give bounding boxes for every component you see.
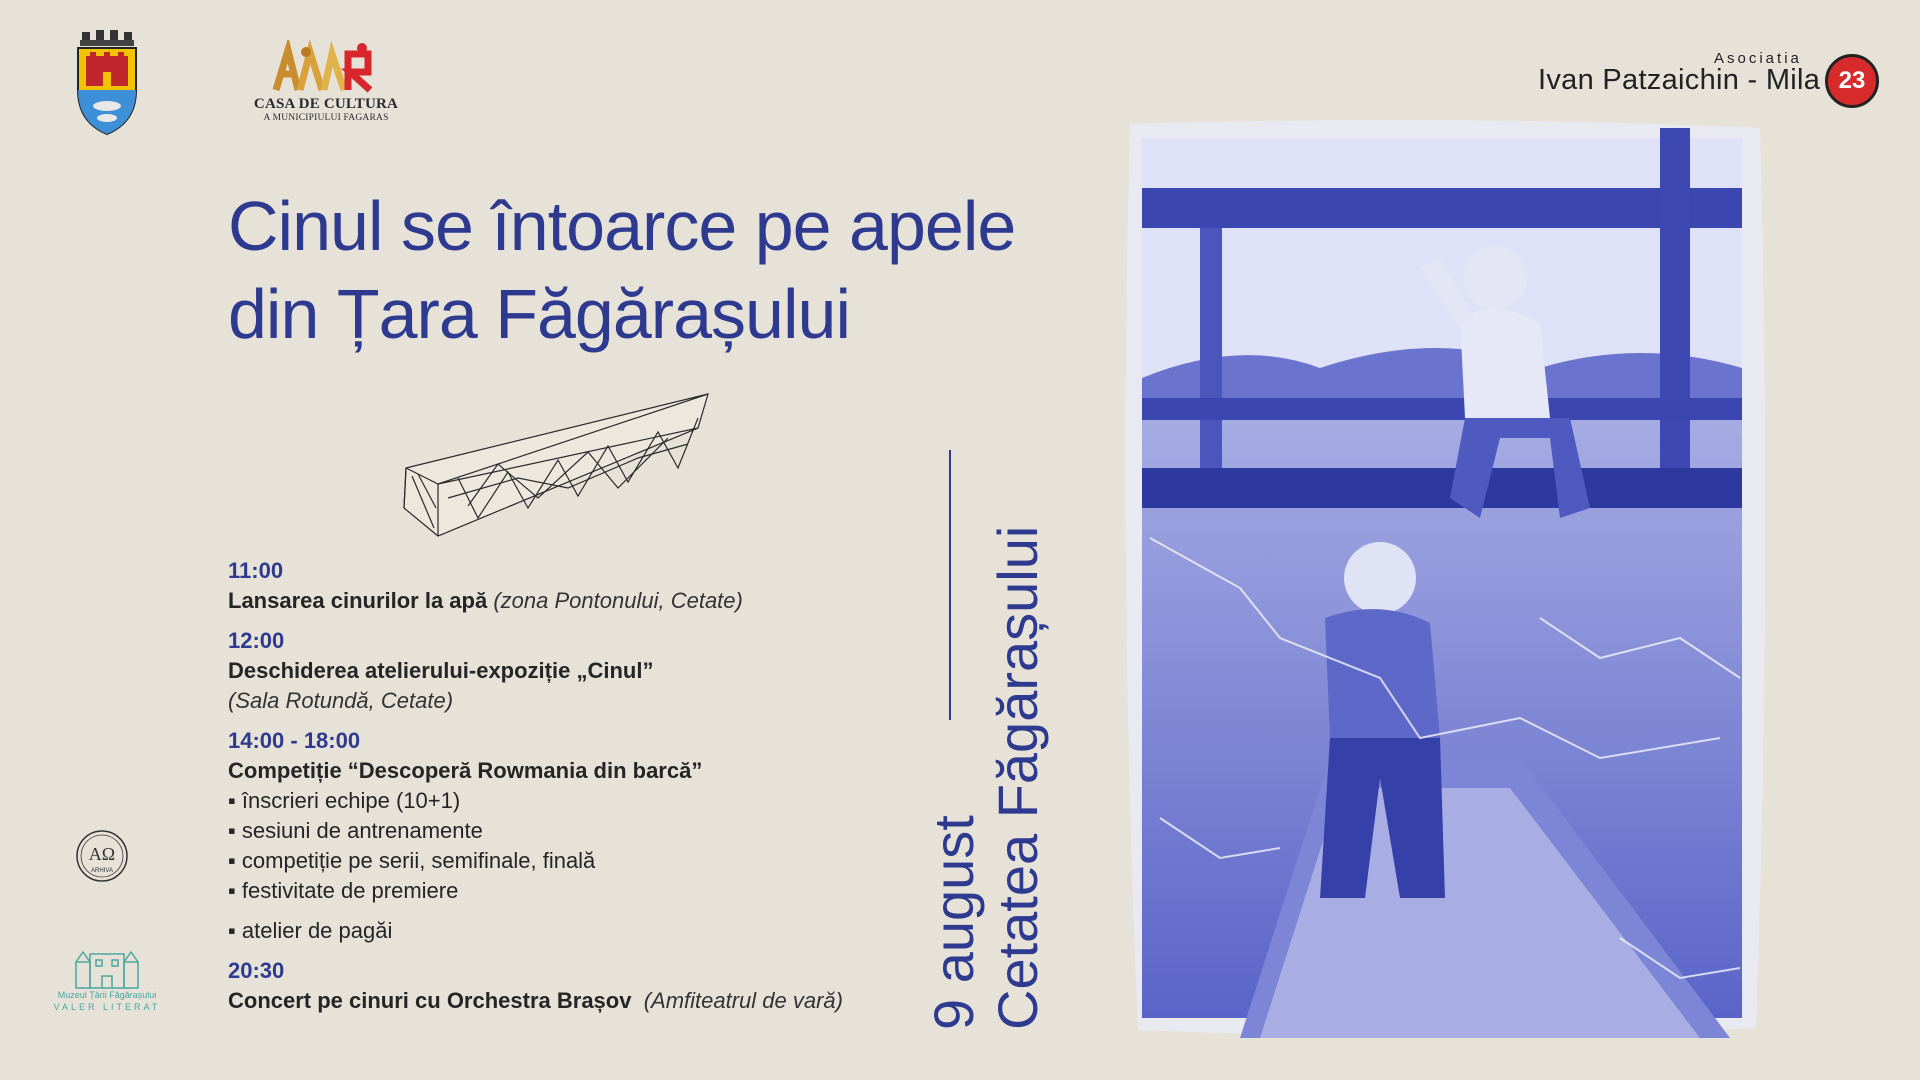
event-3-extra: ▪ atelier de pagăi xyxy=(228,918,393,943)
casa-title: CASA DE CULTURA xyxy=(253,96,399,112)
svg-text:ARHIVA: ARHIVA xyxy=(91,868,113,874)
page-title xyxy=(228,182,1128,358)
event-2-title: Deschiderea atelierului-expoziție „Cinul” xyxy=(228,658,654,683)
event-3-title: Competiție “Descoperă Rowmania din barcă” xyxy=(228,758,703,783)
fagaras-crest-icon xyxy=(74,30,140,136)
boat-sketch-icon xyxy=(398,388,728,538)
event-3-bullet-2: ▪ sesiuni de antrenamente xyxy=(228,818,483,843)
muzeu-name: Muzeul Țării Făgărașului xyxy=(57,990,157,1000)
event-1-time: 11:00 xyxy=(228,558,284,583)
event-4-title: Concert pe cinuri cu Orchestra Brașov xyxy=(228,988,632,1013)
vintage-photo-icon xyxy=(1120,118,1770,1038)
title-line-1: Cinul se întoarce pe apele xyxy=(228,187,1016,265)
title-line-2: din Țara Făgărașului xyxy=(228,275,850,353)
event-location: Cetatea Făgărașului xyxy=(986,525,1049,1030)
event-1-place: (zona Pontonului, Cetate) xyxy=(493,588,743,613)
event-3-bullet-4: ▪ festivitate de premiere xyxy=(228,878,459,903)
casa-subtitle: A MUNICIPIULUI FAGARAS xyxy=(263,113,389,123)
event-2-time: 12:00 xyxy=(228,628,285,653)
schedule xyxy=(228,556,928,1016)
event-1-line xyxy=(228,586,928,616)
event-1-title: Lansarea cinurilor la apă xyxy=(228,588,488,613)
arhiva-logo-icon xyxy=(74,826,130,888)
muzeu-subname: VALER LITERAT xyxy=(53,1002,161,1012)
event-3-bullet-1: ▪ înscrieri echipe (10+1) xyxy=(228,788,461,813)
event-4-time: 20:30 xyxy=(228,958,285,983)
vertical-text-block xyxy=(922,450,1062,1030)
event-4-line xyxy=(228,986,928,1016)
mila-23-badge: 23 xyxy=(1825,54,1879,108)
event-date: 9 august xyxy=(922,815,985,1030)
event-3-time: 14:00 - 18:00 xyxy=(228,728,361,753)
event-4-place: (Amfiteatrul de vară) xyxy=(643,988,843,1013)
event-2-place: (Sala Rotundă, Cetate) xyxy=(228,688,454,713)
event-3-bullet-3: ▪ competiție pe serii, semifinale, finală xyxy=(228,848,596,873)
svg-text:ΑΩ: ΑΩ xyxy=(88,844,116,864)
association-name: Ivan Patzaichin - Mila xyxy=(1538,64,1821,96)
association-label: Asociatia xyxy=(1714,50,1802,67)
